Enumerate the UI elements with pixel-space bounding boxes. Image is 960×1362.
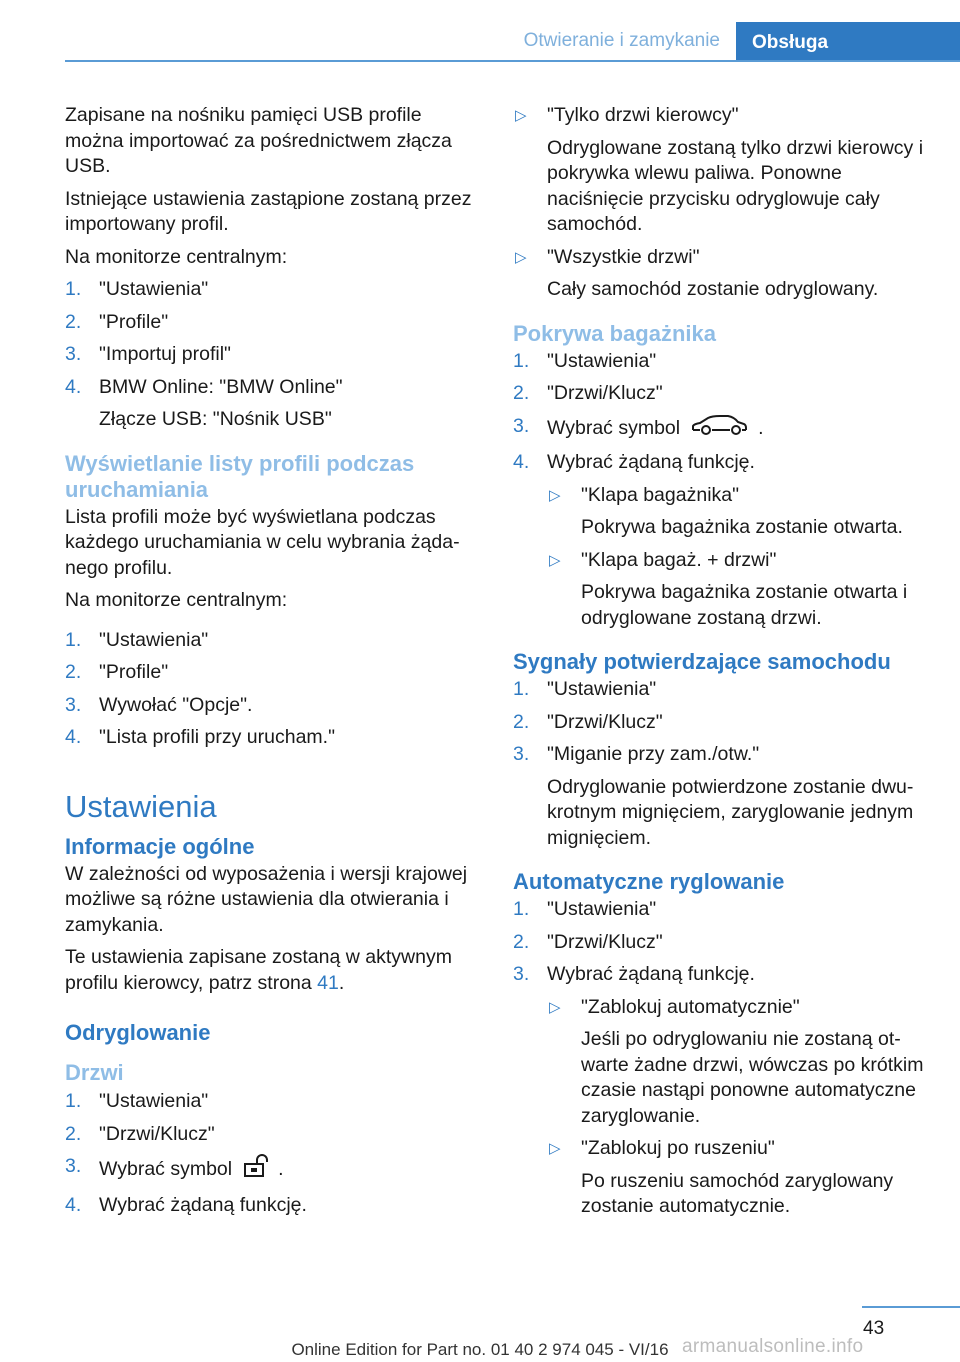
page-number: 43 [863, 1318, 885, 1339]
autolock-steps [513, 897, 933, 1220]
general-heading: Informacje ogólne [65, 833, 255, 859]
step-text: "Profile" [99, 661, 169, 683]
intro-paragraph-3: Na monitorze centralnym: [65, 245, 288, 268]
step-number: 2. [513, 930, 530, 953]
option-item [547, 548, 933, 632]
step-text: "Drzwi/Klucz" [547, 710, 663, 733]
step-number: 4. [65, 726, 82, 748]
step-item [65, 1089, 485, 1115]
step-text: "Drzwi/Klucz" [99, 1122, 215, 1145]
autolock-options [547, 995, 933, 1220]
startup-paragraph-2: Na monitorze centralnym: [65, 589, 288, 611]
signals-steps [513, 677, 933, 851]
startup-steps [65, 628, 485, 751]
step-text: "Ustawienia" [547, 349, 657, 372]
trunk-options [547, 483, 933, 632]
trunk-heading: Pokrywa bagażnika [513, 320, 716, 346]
step-text: "Ustawienia" [99, 278, 209, 300]
step-text: "Importuj profil" [99, 343, 231, 365]
step-item [65, 1122, 485, 1148]
step-item [65, 693, 485, 719]
import-steps [65, 277, 485, 433]
bullet-triangle-icon: ▷ [515, 248, 527, 266]
running-header-section: Otwieranie i zamykanie [523, 30, 720, 51]
step-number: 2. [65, 310, 82, 333]
door-unlock-icon [240, 1154, 270, 1186]
step-item [513, 677, 933, 703]
doors-heading: Drzwi [65, 1060, 124, 1085]
step-text: Wybrać żądaną funkcję. [547, 963, 755, 985]
step-number: 2. [65, 1122, 82, 1145]
step-item [65, 1193, 485, 1219]
left-column [65, 103, 485, 1226]
option-item [547, 1136, 933, 1220]
step-text: "Drzwi/Klucz" [547, 382, 663, 404]
step-item [65, 310, 485, 336]
step-number: 1. [513, 349, 530, 372]
step-text: Wybrać żądaną funkcję. [99, 1193, 307, 1216]
option-description: Pokrywa bagażnika zostanie otwarta i odryglowane zostaną drzwi. [581, 581, 908, 629]
intro-paragraph-2: Istniejące ustawienia zastąpione zostaną przez importowany profil. [65, 187, 472, 235]
step-item [513, 962, 933, 1220]
settings-title: Ustawienia [65, 788, 217, 824]
door-options [513, 103, 933, 303]
step-text: "Drzwi/Klucz" [547, 930, 663, 953]
autolock-heading: Automatyczne ryglowanie [513, 869, 785, 894]
edition-footer: Online Edition for Part no. 01 40 2 974 045 - VI/16 [291, 1340, 669, 1359]
step-number: 3. [513, 743, 530, 765]
step-subtext: Odryglowanie potwierdzone zostanie dwukrotnym mignięciem, zaryglowanie jednym mignięciem. [547, 775, 914, 849]
step-text: Wybrać symbol [99, 1157, 233, 1180]
general-paragraph-2-text: Te ustawienia zapisane zostaną w aktywnym profilu kierowcy, patrz strona [65, 946, 452, 994]
option-description: Jeśli po odryglowaniu nie zostaną otwarte żadne drzwi, wówczas po krótkim czasie nastąpi ponowne automatyczne zaryglowanie. [581, 1028, 924, 1127]
step-item [65, 628, 485, 654]
step-item [513, 381, 933, 407]
step-number: 4. [65, 375, 82, 398]
intro-paragraph-1: Zapisane na nośniku pamięci USB profile można importować za pośrednictwem złącza USB. [65, 104, 452, 177]
step-suffix: . [758, 416, 764, 439]
startup-paragraph-1: Lista profili może być wyświetlana podczas każdego uruchamiania w celu wybrania żądanego profilu. [65, 505, 460, 579]
step-item [513, 742, 933, 851]
step-number: 1. [65, 1090, 82, 1112]
general-paragraph-1: W zależności od wyposażenia i wersji krajowej możliwe są różne ustawienia dla otwierania i zamykania. [65, 862, 468, 936]
step-number: 2. [65, 661, 82, 683]
step-number: 3. [513, 963, 530, 985]
page-reference-link[interactable]: 41 [317, 971, 339, 994]
step-text: "Ustawienia" [99, 628, 209, 651]
option-label: "Wszystkie drzwi" [547, 245, 700, 268]
option-label: "Tylko drzwi kierowcy" [547, 104, 739, 126]
bullet-triangle-icon: ▷ [549, 998, 561, 1016]
option-description: Pokrywa bagażnika zostanie otwarta. [581, 516, 903, 538]
unlock-heading: Odryglowanie [65, 1020, 211, 1045]
step-item [513, 897, 933, 923]
option-label: "Klapa bagażnika" [581, 483, 740, 506]
option-description: Odryglowane zostaną tylko drzwi kierowcy i pokrywka wlewu paliwa. Ponowne naciśnięcie przycisku odryglowuje cały samochód. [547, 136, 924, 235]
step-number: 4. [65, 1193, 82, 1216]
signals-heading: Sygnały potwierdzające samochodu [513, 649, 891, 674]
step-item [513, 710, 933, 736]
step-number: 1. [65, 278, 82, 300]
doors-steps [65, 1089, 485, 1218]
chapter-tab: Obsługa [736, 22, 960, 62]
step-subtext: Złącze USB: "Nośnik USB" [99, 408, 332, 430]
watermark: armanualsonline.info [682, 1336, 864, 1357]
step-text: "Profile" [99, 310, 169, 333]
step-number: 2. [513, 382, 530, 404]
option-item [547, 483, 933, 541]
step-item [65, 725, 485, 751]
step-text: "Lista profili przy urucham." [99, 726, 336, 748]
startup-heading: Wyświetlanie listy profili podczas uruchamiania [65, 450, 415, 502]
option-item [513, 103, 933, 238]
step-text: "Ustawienia" [547, 898, 657, 920]
step-text: Wywołać "Opcje". [99, 693, 253, 716]
option-description: Cały samochód zostanie odryglowany. [547, 278, 879, 300]
step-number: 1. [513, 678, 530, 700]
step-number: 1. [65, 628, 82, 651]
step-text: "Ustawienia" [99, 1090, 209, 1112]
step-text: Wybrać symbol [547, 416, 681, 439]
option-item [547, 995, 933, 1130]
bullet-triangle-icon: ▷ [549, 551, 561, 569]
option-item [513, 245, 933, 303]
step-text: "Miganie przy zam./otw." [547, 743, 760, 765]
general-paragraph-2-end: . [338, 971, 345, 994]
option-label: "Zablokuj po ruszeniu" [581, 1137, 775, 1159]
step-item [65, 660, 485, 686]
step-number: 2. [513, 710, 530, 733]
step-item [65, 1154, 485, 1186]
step-suffix: . [278, 1157, 284, 1180]
step-item [65, 342, 485, 368]
step-item [65, 375, 485, 433]
right-column [513, 103, 933, 1228]
step-text: "Ustawienia" [547, 678, 657, 700]
bullet-triangle-icon: ▷ [549, 486, 561, 504]
step-item [513, 349, 933, 375]
trunk-steps [513, 349, 933, 632]
option-label: "Zablokuj automatycznie" [581, 995, 800, 1018]
step-text: BMW Online: "BMW Online" [99, 375, 343, 398]
step-text: Wybrać żądaną funkcję. [547, 451, 755, 473]
step-number: 3. [65, 1155, 82, 1177]
step-number: 3. [65, 343, 82, 365]
step-item [513, 930, 933, 956]
header-rule [65, 60, 960, 62]
step-item [65, 277, 485, 303]
option-description: Po ruszeniu samochód zaryglowany zostanie automatycznie. [581, 1169, 894, 1217]
step-number: 4. [513, 451, 530, 473]
step-number: 3. [65, 693, 82, 716]
step-item [513, 450, 933, 631]
step-number: 1. [513, 898, 530, 920]
general-paragraph-2 [65, 945, 485, 996]
bullet-triangle-icon: ▷ [515, 107, 527, 124]
footer-rule [862, 1306, 960, 1308]
bullet-triangle-icon: ▷ [549, 1140, 561, 1157]
car-trunk-icon [690, 414, 748, 444]
step-item [513, 414, 933, 444]
option-label: "Klapa bagaż. + drzwi" [581, 548, 777, 571]
step-number: 3. [513, 414, 530, 437]
